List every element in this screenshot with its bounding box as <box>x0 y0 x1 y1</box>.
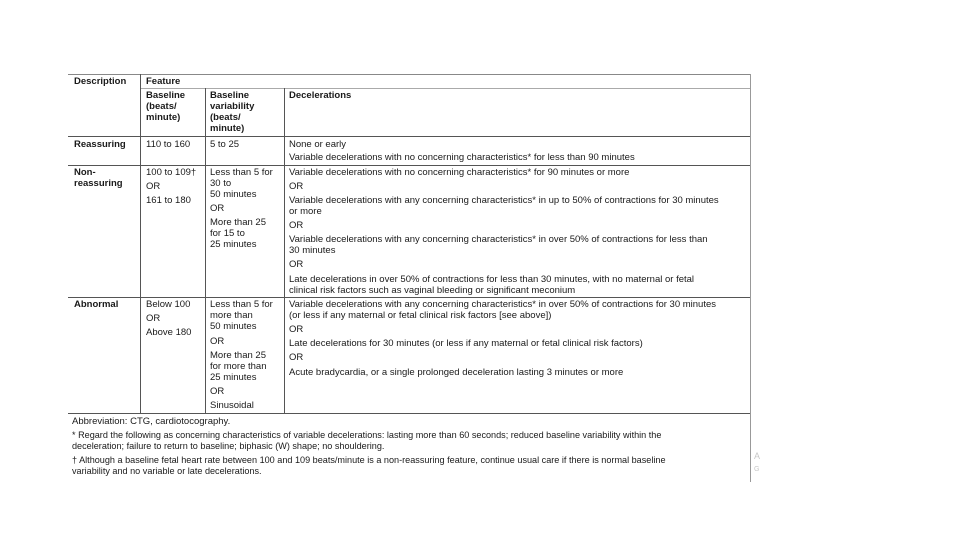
rule-reassuring-bottom <box>68 165 751 166</box>
footnote-abbreviation: Abbreviation: CTG, cardiotocography. <box>72 416 231 427</box>
variability-value: 50 minutes <box>210 321 257 332</box>
row-label: Reassuring <box>74 139 126 150</box>
footnote-star: * Regard the following as concerning characteristics of variable decelerations: lasting more than 60 seconds; reduced baseline variability within the <box>72 430 662 440</box>
variability-value: 25 minutes <box>210 239 257 250</box>
deceleration-line: Variable decelerations with any concerning characteristics* in up to 50% of contractions for 30 minutes <box>289 195 719 206</box>
variability-value: 30 to <box>210 178 232 189</box>
variability-value: for 15 to <box>210 228 245 239</box>
variability-value: Less than 5 for <box>210 167 273 178</box>
baseline-value: Above 180 <box>146 327 192 338</box>
footnote-dagger: variability and no variable or late decelerations. <box>72 466 262 476</box>
baseline-value: 161 to 180 <box>146 195 191 206</box>
variability-value: 25 minutes <box>210 372 257 383</box>
row-label: reassuring <box>74 178 123 189</box>
variability-value: OR <box>210 203 225 214</box>
deceleration-line: Late decelerations for 30 minutes (or less if any maternal or fetal clinical risk factors) <box>289 338 643 349</box>
variability-value: More than 25 <box>210 217 266 228</box>
baseline-value: Below 100 <box>146 299 191 310</box>
deceleration-line: Variable decelerations with no concerning characteristics* for 90 minutes or more <box>289 167 630 178</box>
variability-value: for more than <box>210 361 267 372</box>
deceleration-line: OR <box>289 181 304 192</box>
deceleration-line: None or early <box>289 139 347 150</box>
baseline-value: 110 to 160 <box>146 139 191 150</box>
header-variability-line: minute) <box>210 123 245 134</box>
deceleration-line: Late decelerations in over 50% of contractions for less than 30 minutes, with no maternal or fetal <box>289 274 695 285</box>
variability-value: more than <box>210 310 253 321</box>
edge-letter: G <box>754 466 760 473</box>
header-baseline-line: Baseline <box>146 90 186 101</box>
deceleration-line: Variable decelerations with any concerning characteristics* in over 50% of contractions for 30 minutes <box>289 299 717 310</box>
deceleration-line: or more <box>289 206 322 217</box>
deceleration-line: OR <box>289 259 304 270</box>
deceleration-line: (or less if any maternal or fetal clinical risk factors [see above]) <box>289 310 552 321</box>
deceleration-line: OR <box>289 352 304 363</box>
header-variability-line: variability <box>210 101 255 112</box>
rule-col-3 <box>284 88 285 413</box>
variability-value: OR <box>210 336 225 347</box>
baseline-value: OR <box>146 181 161 192</box>
rule-nonreassuring-bottom <box>68 297 751 298</box>
baseline-value: 100 to 109† <box>146 167 197 178</box>
variability-value: Sinusoidal <box>210 400 254 411</box>
rule-subheader <box>141 88 751 89</box>
header-variability-line: Baseline <box>210 90 250 101</box>
variability-value: More than 25 <box>210 350 266 361</box>
variability-value: OR <box>210 386 225 397</box>
header-baseline-line: minute) <box>146 112 181 123</box>
deceleration-line: Variable decelerations with any concerning characteristics* in over 50% of contractions for less than <box>289 234 708 245</box>
variability-value: 50 minutes <box>210 189 257 200</box>
rule-right <box>750 74 751 482</box>
footnote-dagger: † Although a baseline fetal heart rate between 100 and 109 beats/minute is a non-reassuring feature, continue usual care if there is normal baseline <box>72 455 666 465</box>
rule-abnormal-bottom <box>68 413 751 414</box>
rule-header-bottom <box>68 136 751 137</box>
rule-col-2 <box>205 88 206 413</box>
rule-col-1 <box>140 74 141 413</box>
footnote-star: deceleration; failure to return to baseline; biphasic (W) shape; no shouldering. <box>72 441 385 451</box>
row-label: Abnormal <box>74 299 119 310</box>
rule-top <box>68 74 751 75</box>
header-baseline-line: (beats/ <box>146 101 177 112</box>
deceleration-line: OR <box>289 220 304 231</box>
variability-value: 5 to 25 <box>210 139 240 150</box>
deceleration-line: clinical risk factors such as vaginal bleeding or significant meconium <box>289 285 576 296</box>
header-variability-line: (beats/ <box>210 112 241 123</box>
baseline-value: OR <box>146 313 161 324</box>
deceleration-line: OR <box>289 324 304 335</box>
row-label: Non- <box>74 167 96 178</box>
header-decelerations: Decelerations <box>289 90 352 101</box>
header-feature: Feature <box>146 76 181 87</box>
deceleration-line: Variable decelerations with no concerning characteristics* for less than 90 minutes <box>289 152 635 163</box>
variability-value: Less than 5 for <box>210 299 273 310</box>
header-description: Description <box>74 76 127 87</box>
edge-letter: A <box>754 451 761 461</box>
deceleration-line: Acute bradycardia, or a single prolonged deceleration lasting 3 minutes or more <box>289 367 624 378</box>
deceleration-line: 30 minutes <box>289 245 336 256</box>
